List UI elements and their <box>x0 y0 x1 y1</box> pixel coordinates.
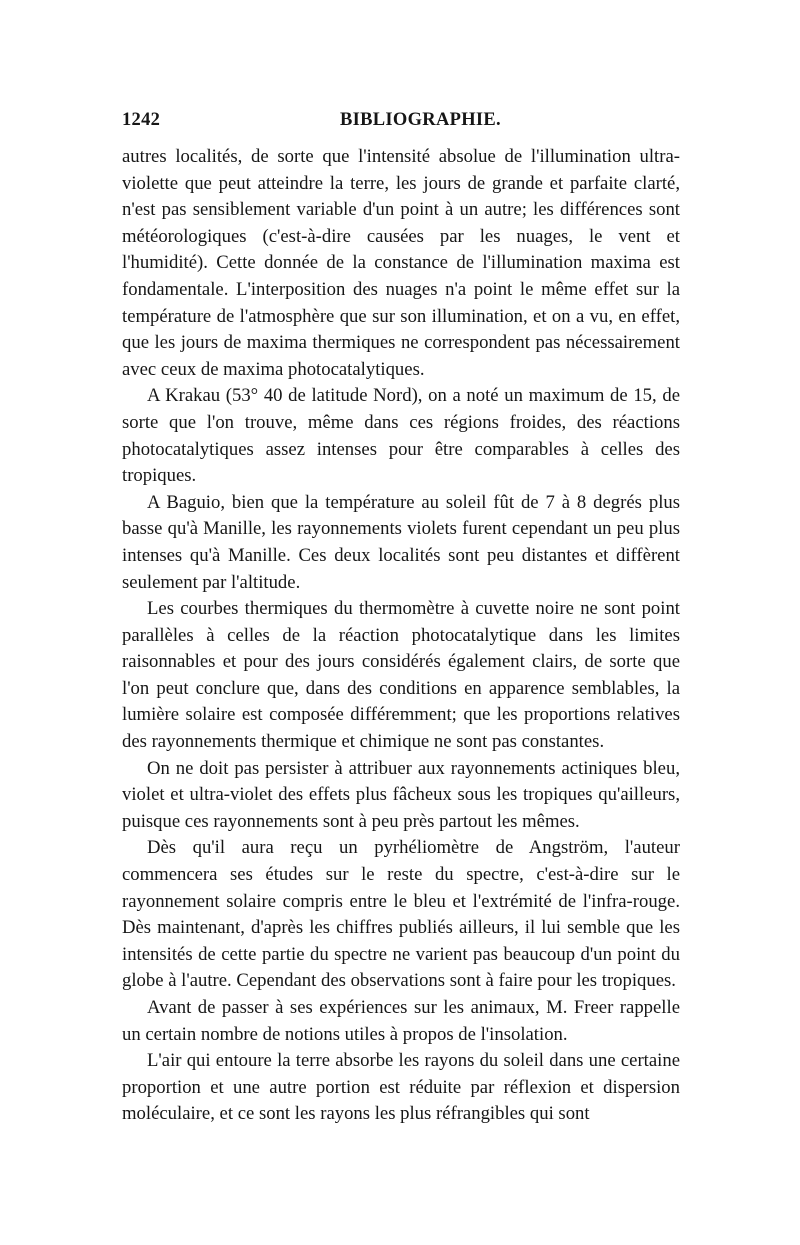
paragraph: autres localités, de sorte que l'intensité absolue de l'illumination ultra-violette que peut atteindre la terre, les jours de grande et parfaite clarté, n'est pas sensiblement variable d'un point à un autre; les différences sont météorologiques (c'est-à-dire causées par les nuages, le vent et l'humidité). Cette donnée de la constance de l'illumination maxima est fondamentale. L'interposition des nuages n'a point le même effet sur la température de l'atmosphère que sur son illumination, et on a vu, en effet, que les jours de maxima thermiques ne correspondent pas nécessairement avec ceux de maxima photocatalytiques. <box>122 146 680 380</box>
paragraph: Avant de passer à ses expériences sur les animaux, M. Freer rappelle un certain nombre de notions utiles à propos de l'insolation. <box>122 997 680 1045</box>
paragraph: A Krakau (53° 40 de latitude Nord), on a noté un maximum de 15, de sorte que l'on trouve, même dans ces régions froides, des réactions photocatalytiques assez intenses pour être comparables à celles des tropiques. <box>122 385 680 487</box>
page-header <box>122 110 680 144</box>
page-number: 1242 <box>122 110 161 130</box>
paragraph: Dès qu'il aura reçu un pyrhéliomètre de Angström, l'auteur commencera ses études sur le reste du spectre, c'est-à-dire sur le rayonnement solaire compris entre le bleu et l'extrémité de l'infra-rouge. Dès maintenant, d'après les chiffres publiés ailleurs, il lui semble que les intensités de cette partie du spectre ne varient pas beaucoup d'un point du globe à l'autre. Cependant des observations sont à faire pour les tropiques. <box>122 837 680 992</box>
paragraph: On ne doit pas persister à attribuer aux rayonnements actiniques bleu, violet et ultra-violet des effets plus fâcheux sous les tropiques qu'ailleurs, puisque ces rayonnements sont à peu près partout les mêmes. <box>122 757 680 832</box>
running-title: BIBLIOGRAPHIE. <box>340 110 501 130</box>
page <box>122 110 680 1128</box>
paragraph: L'air qui entoure la terre absorbe les rayons du soleil dans une certaine proportion et une autre portion est réduite par réflexion et dispersion moléculaire, et ce sont les rayons les plus réfrangibles qui sont <box>122 1050 680 1125</box>
paragraph: A Baguio, bien que la température au soleil fût de 7 à 8 degrés plus basse qu'à Manille, les rayonnements violets furent cependant un peu plus intenses qu'à Manille. Ces deux localités sont peu distantes et diffèrent seulement par l'altitude. <box>122 491 680 593</box>
paragraph: Les courbes thermiques du thermomètre à cuvette noire ne sont point parallèles à celles de la réaction photocatalytique dans les limites raisonnables et pour des jours considérés également clairs, de sorte que l'on peut conclure que, dans des conditions en apparence semblables, la lumière solaire est composée différemment; que les proportions relatives des rayonnements thermique et chimique ne sont pas constantes. <box>122 598 680 753</box>
body-text <box>122 144 680 1128</box>
